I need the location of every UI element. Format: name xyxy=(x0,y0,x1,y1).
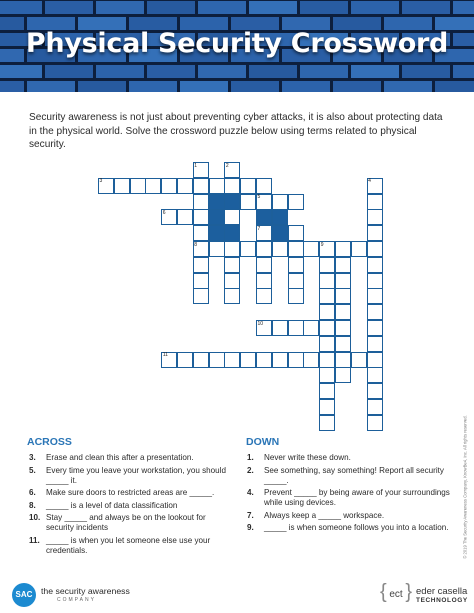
crossword-cell[interactable] xyxy=(130,178,146,194)
crossword-cell[interactable] xyxy=(193,257,209,273)
clue-text: Never write these down. xyxy=(264,453,351,462)
crossword-cell[interactable] xyxy=(367,257,383,273)
crossword-cell[interactable] xyxy=(288,241,304,257)
crossword-cell[interactable] xyxy=(367,352,383,368)
brick xyxy=(78,81,126,92)
crossword-cell[interactable] xyxy=(367,367,383,383)
crossword-cell[interactable] xyxy=(256,273,272,289)
crossword-cell[interactable] xyxy=(288,194,304,210)
across-clue-10 xyxy=(29,513,229,533)
clue-text: Make sure doors to restricted areas are _____. xyxy=(46,488,215,498)
crossword-cell[interactable] xyxy=(177,178,193,194)
crossword-cell[interactable] xyxy=(161,178,177,194)
across-clue-8 xyxy=(29,501,229,511)
crossword-cell[interactable] xyxy=(335,367,351,383)
clue-number: 4. xyxy=(247,488,254,498)
crossword-cell[interactable] xyxy=(367,288,383,304)
sac-name: the security awareness xyxy=(41,586,130,596)
crossword-cell[interactable] xyxy=(193,162,209,178)
across-heading: ACROSS xyxy=(27,436,72,448)
clue-text: See something, say something! Report all security _____. xyxy=(264,465,444,485)
brick xyxy=(453,65,474,78)
crossword-cell[interactable] xyxy=(303,241,319,257)
clue-number: 6. xyxy=(29,488,36,498)
brick xyxy=(198,65,246,78)
clue-number: 3. xyxy=(29,453,36,462)
crossword-cell[interactable] xyxy=(335,320,351,336)
crossword-cell[interactable] xyxy=(367,320,383,336)
crossword-cell[interactable] xyxy=(367,225,383,241)
crossword-cell[interactable] xyxy=(224,257,240,273)
crossword-cell[interactable] xyxy=(193,209,209,225)
ect-mark: { ect } xyxy=(382,585,410,605)
clue-number-label: 4 xyxy=(368,178,371,185)
crossword-cell[interactable] xyxy=(288,257,304,273)
crossword-cell[interactable] xyxy=(256,352,272,368)
clue-number-label: 6 xyxy=(162,209,166,216)
eder-casella-logo xyxy=(382,582,468,610)
crossword-cell[interactable] xyxy=(367,415,383,431)
clue-number: 1. xyxy=(247,453,254,462)
crossword-cell[interactable] xyxy=(367,194,383,210)
crossword-cell[interactable] xyxy=(288,225,304,241)
brick xyxy=(147,1,195,14)
clue-text: _____ is when you let someone else use your credentials. xyxy=(46,535,211,556)
brick xyxy=(249,1,297,14)
brick xyxy=(351,65,399,78)
crossword-cell[interactable] xyxy=(256,320,272,336)
clue-text: Stay _____ and always be on the lookout for security incidents xyxy=(46,513,206,533)
clue-number-label: 3 xyxy=(99,178,103,185)
crossword-cell[interactable] xyxy=(288,288,304,304)
crossword-blocked-square xyxy=(209,225,225,241)
down-clue-1 xyxy=(247,453,451,463)
crossword-cell[interactable] xyxy=(224,273,240,289)
crossword-cell[interactable] xyxy=(256,225,272,241)
across-clue-6 xyxy=(29,488,229,498)
brick xyxy=(45,1,93,14)
brick xyxy=(96,1,144,14)
clue-number: 11. xyxy=(29,535,40,545)
crossword-cell[interactable] xyxy=(240,178,256,194)
ect-technology: TECHNOLOGY xyxy=(416,597,468,604)
crossword-cell[interactable] xyxy=(319,336,335,352)
intro-paragraph: Security awareness is not just about preventing cyber attacks, it is also about protecting data in the physical world. Solve the crossword puzzle below using terms related to physical security. xyxy=(29,112,443,150)
clue-number: 2. xyxy=(247,465,254,475)
clue-number-label: 7 xyxy=(257,225,261,232)
crossword-cell[interactable] xyxy=(319,273,335,289)
crossword-cell[interactable] xyxy=(224,241,240,257)
down-clue-4 xyxy=(247,488,451,508)
crossword-cell[interactable] xyxy=(319,288,335,304)
brick xyxy=(300,65,348,78)
clue-number-label: 1 xyxy=(194,162,198,169)
brick xyxy=(402,1,450,14)
brick xyxy=(198,1,246,14)
crossword-cell[interactable] xyxy=(319,367,335,383)
clue-text: Every time you leave your workstation, you should _____ it. xyxy=(46,465,226,485)
crossword-cell[interactable] xyxy=(145,178,161,194)
across-clue-5 xyxy=(29,466,229,486)
brick xyxy=(384,81,432,92)
copyright-notice xyxy=(461,372,469,602)
crossword-cell[interactable] xyxy=(288,320,304,336)
security-awareness-company-logo xyxy=(12,583,142,609)
crossword-cell[interactable] xyxy=(224,288,240,304)
crossword-cell[interactable] xyxy=(193,225,209,241)
crossword-cell[interactable] xyxy=(319,399,335,415)
crossword-cell[interactable] xyxy=(272,241,288,257)
brick xyxy=(435,81,474,92)
crossword-cell[interactable] xyxy=(367,383,383,399)
clue-number: 10. xyxy=(29,513,41,523)
crossword-cell[interactable] xyxy=(193,288,209,304)
crossword-cell[interactable] xyxy=(288,352,304,368)
crossword-cell[interactable] xyxy=(256,241,272,257)
clue-number-label: 10 xyxy=(257,320,264,327)
brick xyxy=(333,81,381,92)
crossword-cell[interactable] xyxy=(193,178,209,194)
crossword-cell[interactable] xyxy=(367,273,383,289)
crossword-cell[interactable] xyxy=(240,352,256,368)
brick xyxy=(27,81,75,92)
crossword-cell[interactable] xyxy=(209,241,225,257)
crossword-cell[interactable] xyxy=(193,273,209,289)
crossword-cell[interactable] xyxy=(272,320,288,336)
crossword-cell[interactable] xyxy=(303,352,319,368)
crossword-cell[interactable] xyxy=(161,209,177,225)
crossword-cell[interactable] xyxy=(224,178,240,194)
crossword-cell[interactable] xyxy=(114,178,130,194)
crossword-cell[interactable] xyxy=(240,241,256,257)
crossword-cell[interactable] xyxy=(177,352,193,368)
crossword-blocked-square xyxy=(272,225,288,241)
clue-text: Erase and clean this after a presentation. xyxy=(46,453,194,462)
crossword-blocked-square xyxy=(224,194,240,210)
brick xyxy=(96,65,144,78)
across-clue-11 xyxy=(29,536,229,556)
crossword-cell[interactable] xyxy=(256,194,272,210)
crossword-cell[interactable] xyxy=(367,241,383,257)
brick xyxy=(231,81,279,92)
brick xyxy=(0,1,42,14)
across-clue-3 xyxy=(29,453,229,463)
brick xyxy=(351,1,399,14)
crossword-cell[interactable] xyxy=(319,257,335,273)
brick xyxy=(300,1,348,14)
crossword-cell[interactable] xyxy=(319,304,335,320)
brick xyxy=(0,65,42,78)
clue-text: Prevent _____ by being aware of your surroundings while using devices. xyxy=(264,488,450,508)
crossword-cell[interactable] xyxy=(319,415,335,431)
crossword-cell[interactable] xyxy=(224,352,240,368)
crossword-cell[interactable] xyxy=(193,241,209,257)
brick xyxy=(180,81,228,92)
crossword-cell[interactable] xyxy=(335,288,351,304)
crossword-cell[interactable] xyxy=(224,209,240,225)
crossword-blocked-square xyxy=(209,209,225,225)
crossword-cell[interactable] xyxy=(256,257,272,273)
brick xyxy=(0,81,24,92)
crossword-cell[interactable] xyxy=(319,352,335,368)
clue-text: _____ is a level of data classification xyxy=(46,500,178,510)
sac-sub: COMPANY xyxy=(57,597,96,603)
crossword-cell[interactable] xyxy=(209,352,225,368)
crossword-cell[interactable] xyxy=(319,241,335,257)
crossword-blocked-square xyxy=(256,209,272,225)
crossword-cell[interactable] xyxy=(193,194,209,210)
brick xyxy=(402,65,450,78)
down-clue-9 xyxy=(247,523,451,533)
clue-number-label: 5 xyxy=(257,194,261,201)
crossword-blocked-square xyxy=(224,225,240,241)
crossword-blocked-square xyxy=(209,194,225,210)
clue-number-label: 11 xyxy=(162,352,168,359)
clue-number: 7. xyxy=(247,510,254,520)
brick xyxy=(249,65,297,78)
down-clue-2 xyxy=(247,466,451,486)
crossword-cell[interactable] xyxy=(367,336,383,352)
crossword-cell[interactable] xyxy=(303,320,319,336)
ect-name: eder casella xyxy=(416,586,468,597)
crossword-cell[interactable] xyxy=(272,352,288,368)
down-clues xyxy=(247,453,451,536)
crossword-cell[interactable] xyxy=(335,241,351,257)
brick xyxy=(45,65,93,78)
crossword-cell[interactable] xyxy=(367,304,383,320)
clue-number-label: 8 xyxy=(194,241,198,248)
brick xyxy=(453,1,474,14)
clue-number: 5. xyxy=(29,465,36,475)
crossword-cell[interactable] xyxy=(335,304,351,320)
crossword-cell[interactable] xyxy=(335,336,351,352)
brick xyxy=(147,65,195,78)
crossword-cell[interactable] xyxy=(161,352,177,368)
crossword-cell[interactable] xyxy=(209,178,225,194)
crossword-cell[interactable] xyxy=(256,178,272,194)
crossword-cell[interactable] xyxy=(351,352,367,368)
crossword-cell[interactable] xyxy=(367,209,383,225)
sac-badge: SAC xyxy=(12,583,36,607)
page-title: Physical Security Crossword xyxy=(25,28,449,59)
crossword-cell[interactable] xyxy=(256,288,272,304)
down-heading: DOWN xyxy=(246,436,280,448)
brick xyxy=(129,81,177,92)
down-clue-7 xyxy=(247,511,451,521)
brick xyxy=(282,81,330,92)
across-clues xyxy=(29,453,229,559)
clue-text: Always keep a _____ workspace. xyxy=(264,510,385,520)
clue-text: _____ is when someone follows you into a location. xyxy=(264,523,449,533)
crossword-cell[interactable] xyxy=(319,383,335,399)
copyright-text: © 2019 The Security Awareness Company, KnowBe4, Inc. All rights reserved. xyxy=(462,415,468,559)
crossword-cell[interactable] xyxy=(335,257,351,273)
crossword-cell[interactable] xyxy=(367,399,383,415)
crossword-cell[interactable] xyxy=(177,209,193,225)
crossword-cell[interactable] xyxy=(367,178,383,194)
crossword-cell[interactable] xyxy=(224,162,240,178)
crossword-cell[interactable] xyxy=(335,273,351,289)
crossword-cell[interactable] xyxy=(98,178,114,194)
crossword-blocked-square xyxy=(272,209,288,225)
crossword-cell[interactable] xyxy=(335,352,351,368)
crossword-cell[interactable] xyxy=(272,194,288,210)
crossword-cell[interactable] xyxy=(351,241,367,257)
clue-number: 8. xyxy=(29,500,36,510)
crossword-cell[interactable] xyxy=(240,194,256,210)
crossword-cell[interactable] xyxy=(193,352,209,368)
crossword-cell[interactable] xyxy=(288,273,304,289)
clue-number: 9. xyxy=(247,523,254,533)
clue-number-label: 9 xyxy=(320,241,324,248)
clue-number-label: 2 xyxy=(225,162,229,169)
crossword-cell[interactable] xyxy=(319,320,335,336)
